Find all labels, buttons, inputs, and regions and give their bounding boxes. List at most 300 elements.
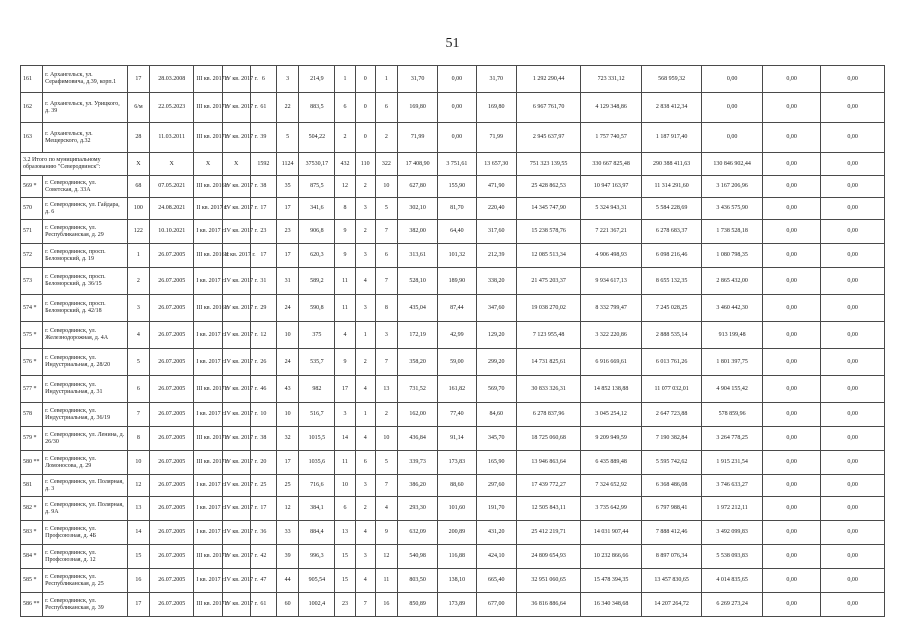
table-row	[21, 198, 885, 220]
doc-number-cell: 1	[127, 244, 149, 268]
value-cell: 19 038 270,02	[516, 295, 581, 322]
value-cell: 431,20	[476, 521, 516, 545]
value-cell: 578 859,96	[702, 403, 762, 427]
value-cell: 4 129 348,86	[581, 93, 641, 123]
value-cell: 5	[277, 123, 299, 153]
row-number-cell: 586 **	[21, 593, 43, 617]
doc-number-cell: 8	[127, 427, 149, 451]
value-cell: 17	[250, 198, 276, 220]
value-cell: 3 460 442,30	[702, 295, 762, 322]
value-cell: 297,60	[476, 475, 516, 497]
value-cell: 0,00	[762, 244, 820, 268]
value-cell: 10	[335, 475, 355, 497]
subtotal-cell: 290 388 411,63	[641, 153, 701, 176]
value-cell: 32 951 060,65	[516, 569, 581, 593]
value-cell: 590,8	[299, 295, 335, 322]
value-cell: 4	[355, 376, 375, 403]
value-cell: 101,32	[438, 244, 476, 268]
value-cell: 214,9	[299, 66, 335, 93]
value-cell: 338,20	[476, 268, 516, 295]
doc-date-cell: 26.07.2005	[150, 451, 194, 475]
value-cell: 81,70	[438, 198, 476, 220]
value-cell: 10 232 866,66	[581, 545, 641, 569]
value-cell: 0,00	[702, 93, 762, 123]
value-cell: 8 655 132,35	[641, 268, 701, 295]
value-cell: 172,19	[397, 322, 437, 349]
value-cell: 2	[355, 220, 375, 244]
value-cell: 620,3	[299, 244, 335, 268]
row-number-cell: 573	[21, 268, 43, 295]
doc-date-cell: 26.07.2005	[150, 349, 194, 376]
doc-date-cell: 11.03.2011	[150, 123, 194, 153]
value-cell: 3 167 206,96	[702, 176, 762, 198]
value-cell: 2 888 535,14	[641, 322, 701, 349]
table-row	[21, 403, 885, 427]
value-cell: 3 264 778,25	[702, 427, 762, 451]
end-period-cell: IV кв. 2017 г.	[222, 403, 250, 427]
value-cell: 6 435 889,48	[581, 451, 641, 475]
value-cell: 14 207 264,72	[641, 593, 701, 617]
value-cell: 129,20	[476, 322, 516, 349]
doc-number-cell: 7	[127, 403, 149, 427]
doc-date-cell: 24.08.2021	[150, 198, 194, 220]
value-cell: 5	[375, 451, 397, 475]
value-cell: 3 735 642,99	[581, 497, 641, 521]
end-period-cell: IV кв. 2017 г.	[222, 521, 250, 545]
value-cell: 0	[355, 123, 375, 153]
subtotal-cell: 37530,17	[299, 153, 335, 176]
value-cell: 25	[277, 475, 299, 497]
start-period-cell: I кв. 2017 г.	[194, 322, 222, 349]
value-cell: 0,00	[821, 376, 885, 403]
value-cell: 0,00	[821, 427, 885, 451]
value-cell: 33	[277, 521, 299, 545]
value-cell: 0,00	[762, 349, 820, 376]
start-period-cell: II кв. 2017 г.	[194, 198, 222, 220]
subtotal-cell: 0,00	[762, 153, 820, 176]
value-cell: 61	[250, 93, 276, 123]
doc-number-cell: 122	[127, 220, 149, 244]
value-cell: 3	[335, 403, 355, 427]
value-cell: 6 797 988,41	[641, 497, 701, 521]
value-cell: 0,00	[821, 176, 885, 198]
doc-number-cell: 4	[127, 322, 149, 349]
value-cell: 347,60	[476, 295, 516, 322]
value-cell: 71,99	[397, 123, 437, 153]
value-cell: 25	[250, 475, 276, 497]
value-cell: 71,99	[476, 123, 516, 153]
value-cell: 665,40	[476, 569, 516, 593]
doc-number-cell: 6/м	[127, 93, 149, 123]
subtotal-cell: 110	[355, 153, 375, 176]
value-cell: 59,00	[438, 349, 476, 376]
value-cell: 0,00	[821, 220, 885, 244]
value-cell: 6	[355, 451, 375, 475]
value-cell: 155,90	[438, 176, 476, 198]
start-period-cell: I кв. 2017 г.	[194, 475, 222, 497]
start-period-cell: I кв. 2017 г.	[194, 268, 222, 295]
value-cell: 38	[250, 176, 276, 198]
value-cell: 15 238 578,76	[516, 220, 581, 244]
value-cell: 1	[335, 66, 355, 93]
value-cell: 504,22	[299, 123, 335, 153]
row-number-cell: 571	[21, 220, 43, 244]
value-cell: 6 368 486,08	[641, 475, 701, 497]
value-cell: 12 505 843,11	[516, 497, 581, 521]
value-cell: 0,00	[762, 198, 820, 220]
value-cell: 0,00	[821, 295, 885, 322]
value-cell: 7 123 955,48	[516, 322, 581, 349]
start-period-cell: III кв. 2017 г.	[194, 451, 222, 475]
doc-date-cell: 26.07.2005	[150, 322, 194, 349]
table-row	[21, 268, 885, 295]
row-number-cell: 582 *	[21, 497, 43, 521]
value-cell: 165,90	[476, 451, 516, 475]
value-cell: 4 014 835,65	[702, 569, 762, 593]
value-cell: 3	[355, 545, 375, 569]
address-cell: г. Архангельск, ул. Урицкого, д. 39	[43, 93, 128, 123]
address-cell: г. Северодвинск, ул. Индустриальная, д. 36/19	[43, 403, 128, 427]
value-cell: 60	[277, 593, 299, 617]
value-cell: 10	[375, 427, 397, 451]
value-cell: 0,00	[762, 593, 820, 617]
value-cell: 169,80	[397, 93, 437, 123]
value-cell: 77,40	[438, 403, 476, 427]
value-cell: 358,20	[397, 349, 437, 376]
value-cell: 14 031 907,44	[581, 521, 641, 545]
row-number-cell: 584 *	[21, 545, 43, 569]
start-period-cell: I кв. 2017 г.	[194, 569, 222, 593]
address-cell: г. Архангельск, ул. Мещерского, д.32	[43, 123, 128, 153]
value-cell: 0,00	[762, 176, 820, 198]
address-cell: г. Северодвинск, ул. Республиканская, д. 29	[43, 220, 128, 244]
value-cell: 16 340 348,68	[581, 593, 641, 617]
value-cell: 42,99	[438, 322, 476, 349]
value-cell: 0,00	[762, 220, 820, 244]
value-cell: 1 080 798,35	[702, 244, 762, 268]
value-cell: 22	[277, 93, 299, 123]
value-cell: 116,88	[438, 545, 476, 569]
value-cell: 627,80	[397, 176, 437, 198]
table-row	[21, 349, 885, 376]
value-cell: 4	[355, 569, 375, 593]
value-cell: 9	[335, 244, 355, 268]
value-cell: 569,70	[476, 376, 516, 403]
value-cell: 2	[355, 176, 375, 198]
address-cell: г. Северодвинск, просп. Беломорский, д. 36/15	[43, 268, 128, 295]
doc-number-cell: 17	[127, 66, 149, 93]
value-cell: 0,00	[821, 244, 885, 268]
value-cell: 30 833 326,31	[516, 376, 581, 403]
value-cell: 25 428 862,53	[516, 176, 581, 198]
address-cell: г. Северодвинск, просп. Беломорский, д. 42/18	[43, 295, 128, 322]
table-row	[21, 176, 885, 198]
value-cell: 0,00	[821, 475, 885, 497]
value-cell: 0,00	[821, 349, 885, 376]
value-cell: 0,00	[438, 66, 476, 93]
value-cell: 996,3	[299, 545, 335, 569]
value-cell: 39	[250, 123, 276, 153]
value-cell: 10 947 163,97	[581, 176, 641, 198]
doc-date-cell: 26.07.2005	[150, 475, 194, 497]
subtotal-label: 3.2 Итого по муниципальному образованию "Северодвинск":	[21, 153, 128, 176]
address-cell: г. Северодвинск, ул. Ломоносова, д. 29	[43, 451, 128, 475]
value-cell: 7 324 652,92	[581, 475, 641, 497]
value-cell: 36 816 886,64	[516, 593, 581, 617]
value-cell: 2	[375, 403, 397, 427]
value-cell: 11 314 291,60	[641, 176, 701, 198]
doc-number-cell: 6	[127, 376, 149, 403]
end-period-cell: IV кв. 2017 г.	[222, 593, 250, 617]
value-cell: 0,00	[821, 593, 885, 617]
value-cell: 875,5	[299, 176, 335, 198]
doc-date-cell: 26.07.2005	[150, 497, 194, 521]
value-cell: 341,6	[299, 198, 335, 220]
subtotal-cell: 0,00	[821, 153, 885, 176]
value-cell: 42	[250, 545, 276, 569]
address-cell: г. Северодвинск, ул. Профсоюзная, д. 12	[43, 545, 128, 569]
end-period-cell: IV кв. 2017 г.	[222, 198, 250, 220]
table-row	[21, 545, 885, 569]
value-cell: 1 738 528,18	[702, 220, 762, 244]
start-period-cell: I кв. 2017 г.	[194, 521, 222, 545]
row-number-cell: 572	[21, 244, 43, 268]
start-period-cell: III кв. 2017 г.	[194, 93, 222, 123]
value-cell: 0,00	[702, 123, 762, 153]
value-cell: 6 269 273,24	[702, 593, 762, 617]
value-cell: 382,00	[397, 220, 437, 244]
value-cell: 169,80	[476, 93, 516, 123]
value-cell: 162,00	[397, 403, 437, 427]
doc-date-cell: 26.07.2005	[150, 295, 194, 322]
end-period-cell: IV кв. 2017 г.	[222, 569, 250, 593]
table-row	[21, 451, 885, 475]
value-cell: 345,70	[476, 427, 516, 451]
value-cell: 84,60	[476, 403, 516, 427]
value-cell: 35	[277, 176, 299, 198]
doc-date-cell: 26.07.2005	[150, 376, 194, 403]
value-cell: 0,00	[762, 295, 820, 322]
value-cell: 0,00	[438, 123, 476, 153]
value-cell: 17	[250, 244, 276, 268]
row-number-cell: 574 *	[21, 295, 43, 322]
table-row	[21, 295, 885, 322]
value-cell: 375	[299, 322, 335, 349]
value-cell: 17	[277, 451, 299, 475]
start-period-cell: III кв. 2017 г.	[194, 427, 222, 451]
value-cell: 6 916 669,61	[581, 349, 641, 376]
row-number-cell: 577 *	[21, 376, 43, 403]
doc-date-cell: 26.07.2005	[150, 403, 194, 427]
address-cell: г. Северодвинск, ул. Советская, д. 33А	[43, 176, 128, 198]
value-cell: 0,00	[702, 66, 762, 93]
end-period-cell: IV кв. 2017 г.	[222, 376, 250, 403]
value-cell: 589,2	[299, 268, 335, 295]
value-cell: 0,00	[762, 475, 820, 497]
value-cell: 189,90	[438, 268, 476, 295]
value-cell: 5	[375, 198, 397, 220]
doc-number-cell: 68	[127, 176, 149, 198]
value-cell: 9 209 949,59	[581, 427, 641, 451]
doc-number-cell: 13	[127, 497, 149, 521]
value-cell: 13	[375, 376, 397, 403]
value-cell: 4	[355, 268, 375, 295]
value-cell: 2 838 412,34	[641, 93, 701, 123]
value-cell: 10	[277, 403, 299, 427]
doc-number-cell: 14	[127, 521, 149, 545]
value-cell: 16	[375, 593, 397, 617]
table-row	[21, 569, 885, 593]
end-period-cell: IV кв. 2017 г.	[222, 427, 250, 451]
table-row	[21, 93, 885, 123]
value-cell: 884,4	[299, 521, 335, 545]
value-cell: 632,09	[397, 521, 437, 545]
value-cell: 10	[375, 176, 397, 198]
address-cell: г. Северодвинск, ул. Профсоюзная, д. 4Б	[43, 521, 128, 545]
value-cell: 212,39	[476, 244, 516, 268]
value-cell: 7 190 382,84	[641, 427, 701, 451]
subtotal-cell: 130 846 902,44	[702, 153, 762, 176]
value-cell: 2	[335, 123, 355, 153]
value-cell: 883,5	[299, 93, 335, 123]
end-period-cell: IV кв. 2017 г.	[222, 349, 250, 376]
start-period-cell: III кв. 2016 г.	[194, 176, 222, 198]
doc-number-cell: 2	[127, 268, 149, 295]
table-row	[21, 593, 885, 617]
row-number-cell: 161	[21, 66, 43, 93]
value-cell: 12	[335, 176, 355, 198]
value-cell: 5 538 093,83	[702, 545, 762, 569]
end-period-cell: IV кв. 2017 г.	[222, 322, 250, 349]
value-cell: 17	[250, 497, 276, 521]
doc-date-cell: 26.07.2005	[150, 521, 194, 545]
row-number-cell: 163	[21, 123, 43, 153]
value-cell: 0,00	[821, 569, 885, 593]
value-cell: 0	[355, 66, 375, 93]
table-row	[21, 322, 885, 349]
value-cell: 9	[375, 521, 397, 545]
value-cell: 299,20	[476, 349, 516, 376]
value-cell: 220,40	[476, 198, 516, 220]
value-cell: 173,83	[438, 451, 476, 475]
value-cell: 516,7	[299, 403, 335, 427]
value-cell: 9 934 617,13	[581, 268, 641, 295]
value-cell: 17	[277, 198, 299, 220]
address-cell: г. Северодвинск, ул. Ленина, д. 26/30	[43, 427, 128, 451]
value-cell: 43	[277, 376, 299, 403]
value-cell: 0,00	[762, 521, 820, 545]
doc-number-cell: 3	[127, 295, 149, 322]
value-cell: 12	[375, 545, 397, 569]
value-cell: 0,00	[762, 569, 820, 593]
value-cell: 23	[250, 220, 276, 244]
value-cell: 173,89	[438, 593, 476, 617]
subtotal-cell: 322	[375, 153, 397, 176]
value-cell: 1	[355, 403, 375, 427]
value-cell: 0,00	[821, 198, 885, 220]
value-cell: 1035,6	[299, 451, 335, 475]
value-cell: 7	[355, 593, 375, 617]
doc-date-cell: 28.03.2008	[150, 66, 194, 93]
value-cell: 9	[335, 349, 355, 376]
value-cell: 0,00	[762, 545, 820, 569]
value-cell: 339,73	[397, 451, 437, 475]
value-cell: 424,10	[476, 545, 516, 569]
doc-number-cell: 10	[127, 451, 149, 475]
value-cell: 12 085 513,34	[516, 244, 581, 268]
row-number-cell: 575 *	[21, 322, 43, 349]
value-cell: 6 278 837,96	[516, 403, 581, 427]
value-cell: 31	[250, 268, 276, 295]
value-cell: 6 098 216,46	[641, 244, 701, 268]
value-cell: 3	[355, 244, 375, 268]
value-cell: 2	[355, 497, 375, 521]
value-cell: 13	[335, 521, 355, 545]
end-period-cell: IV кв. 2017 г.	[222, 451, 250, 475]
value-cell: 6	[375, 244, 397, 268]
value-cell: 14 852 138,88	[581, 376, 641, 403]
value-cell: 1 801 397,75	[702, 349, 762, 376]
value-cell: 10	[250, 403, 276, 427]
value-cell: 0,00	[762, 322, 820, 349]
value-cell: 6	[250, 66, 276, 93]
value-cell: 44	[277, 569, 299, 593]
value-cell: 0,00	[438, 93, 476, 123]
value-cell: 313,61	[397, 244, 437, 268]
subtotal-cell: 1124	[277, 153, 299, 176]
value-cell: 138,10	[438, 569, 476, 593]
row-number-cell: 579 *	[21, 427, 43, 451]
doc-number-cell: 28	[127, 123, 149, 153]
value-cell: 101,60	[438, 497, 476, 521]
subtotal-cell: X	[150, 153, 194, 176]
value-cell: 7 245 028,25	[641, 295, 701, 322]
value-cell: 436,84	[397, 427, 437, 451]
value-cell: 1 972 212,11	[702, 497, 762, 521]
value-cell: 8 332 799,47	[581, 295, 641, 322]
value-cell: 32	[277, 427, 299, 451]
value-cell: 29	[250, 295, 276, 322]
value-cell: 13 946 863,64	[516, 451, 581, 475]
page-number: 51	[445, 36, 460, 51]
value-cell: 3	[375, 322, 397, 349]
value-cell: 0,00	[821, 66, 885, 93]
value-cell: 5 595 742,62	[641, 451, 701, 475]
value-cell: 11	[335, 295, 355, 322]
value-cell: 6	[375, 93, 397, 123]
subtotal-cell: X	[222, 153, 250, 176]
value-cell: 20	[250, 451, 276, 475]
value-cell: 2 647 723,88	[641, 403, 701, 427]
address-cell: г. Северодвинск, ул. Республиканская, д. 39	[43, 593, 128, 617]
value-cell: 24	[277, 295, 299, 322]
doc-date-cell: 10.10.2021	[150, 220, 194, 244]
value-cell: 3 492 099,83	[702, 521, 762, 545]
value-cell: 11 077 032,01	[641, 376, 701, 403]
value-cell: 0,00	[821, 268, 885, 295]
doc-date-cell: 26.07.2005	[150, 593, 194, 617]
subtotal-cell: 330 667 825,48	[581, 153, 641, 176]
value-cell: 384,1	[299, 497, 335, 521]
value-cell: 3 322 220,86	[581, 322, 641, 349]
value-cell: 8 897 076,34	[641, 545, 701, 569]
value-cell: 15	[335, 545, 355, 569]
value-cell: 803,50	[397, 569, 437, 593]
value-cell: 7	[375, 220, 397, 244]
doc-date-cell: 26.07.2005	[150, 569, 194, 593]
value-cell: 21 475 203,37	[516, 268, 581, 295]
value-cell: 3	[355, 475, 375, 497]
